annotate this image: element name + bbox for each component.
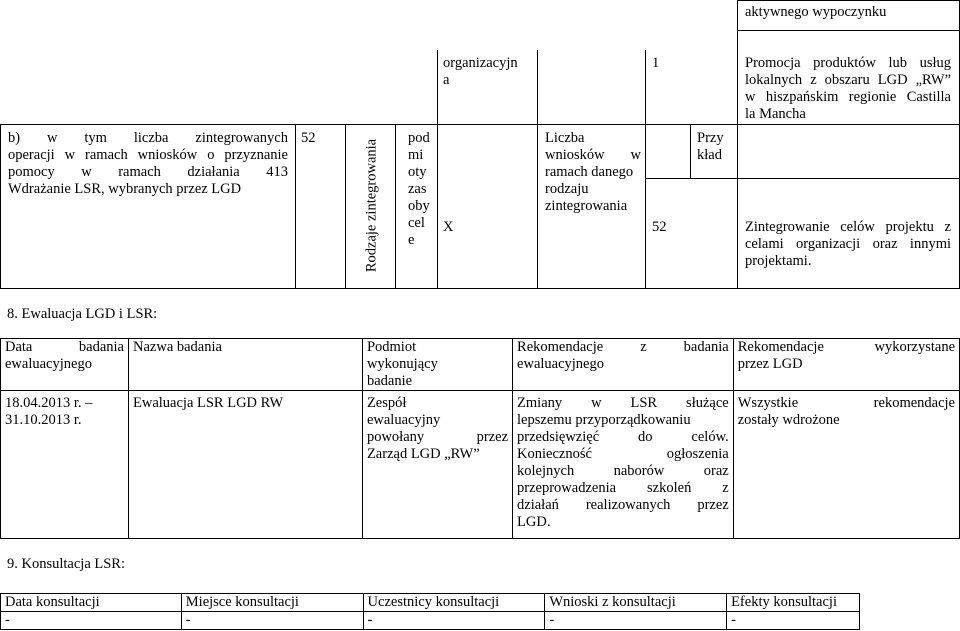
evaluation-header-row <box>1 339 960 391</box>
header-cell-recommendations: Rekomendacje z badania ewaluacyjnego <box>513 339 734 391</box>
col-d-top-text: 1 <box>652 55 660 71</box>
section8-heading: 8. Ewaluacja LGD i LSR: <box>7 306 158 322</box>
consultation-table <box>0 593 860 630</box>
consult-header-place: Miejsce konsultacji <box>181 594 363 612</box>
count-value: 52 <box>301 130 316 146</box>
section9-heading: 9. Konsultacja LSR: <box>7 556 126 572</box>
col-b-bottom-text: X <box>443 219 454 235</box>
evaluation-data-row <box>1 391 960 539</box>
consultation-header-row <box>1 594 860 612</box>
rotated-label: Rodzaje zintegrowania <box>363 138 380 273</box>
cell-date: 18.04.2013 r. – 31.10.2013 r. <box>1 391 129 539</box>
header-cell-name: Nazwa badania <box>129 339 363 391</box>
consult-header-date: Data konsultacji <box>1 594 182 612</box>
consult-cell-place: - <box>181 612 363 630</box>
col-d-bottom-text: 52 <box>652 219 667 235</box>
header-cell-entity: Podmiot wykonujący badanie <box>362 339 512 391</box>
cell-entity: Zespół ewaluacyjny powołany przez Zarząd LGD „RW” <box>362 391 512 539</box>
consult-cell-conclusions: - <box>545 612 727 630</box>
cell-recommendations: Zmiany w LSR służące lepszemu przyporządkowaniu przedsięwzięć do celów. Konieczność ogłoszenia kolejnych naborów oraz przeprowadzenia szkoleń z działań realizowanych przez LGD. <box>513 391 734 539</box>
consult-header-conclusions: Wnioski z konsultacji <box>545 594 727 612</box>
evaluation-table <box>0 338 960 539</box>
header-right-text: aktywnego wypoczynku <box>745 4 887 20</box>
consult-cell-participants: - <box>363 612 545 630</box>
consult-header-effects: Efekty konsultacji <box>727 594 860 612</box>
header-cell-date: Data badania ewaluacyjnego <box>1 339 129 391</box>
consult-cell-effects: - <box>727 612 860 630</box>
header-cell-used: Rekomendacje wykorzystane przez LGD <box>733 339 959 391</box>
consult-cell-date: - <box>1 612 182 630</box>
consult-header-participants: Uczestnicy konsultacji <box>363 594 545 612</box>
consultation-data-row <box>1 612 860 630</box>
cell-name: Ewaluacja LSR LGD RW <box>129 391 363 539</box>
cell-used: Wszystkie rekomendacje zostały wdrożone <box>733 391 959 539</box>
